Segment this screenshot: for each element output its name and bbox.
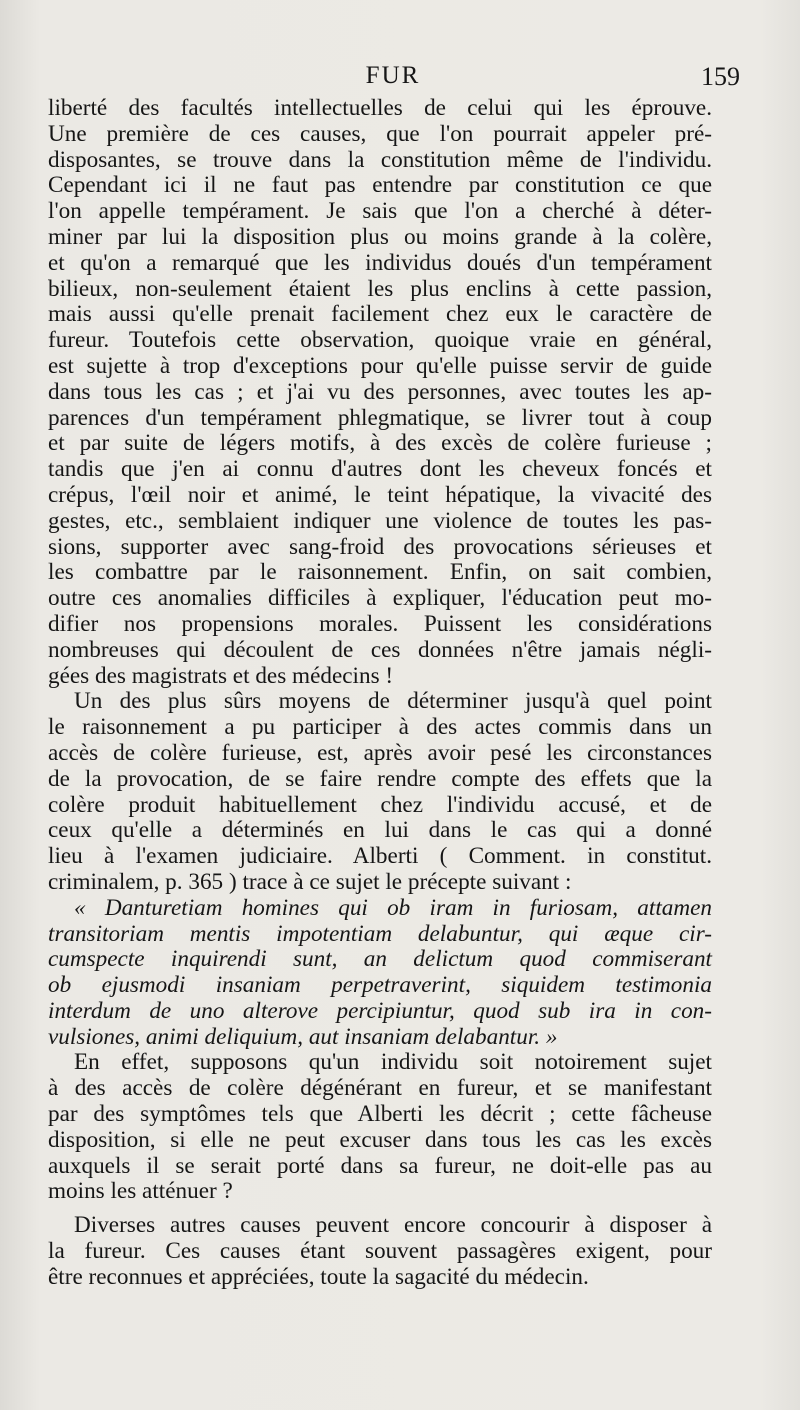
text-line: tandis que j'en ai connu d'autres dont les cheveux foncés et [48, 456, 712, 483]
text-line: gestes, etc., semblaient indiquer une violence de toutes les pas- [48, 507, 712, 534]
text-line: difier nos propensions morales. Puissent les considérations [48, 610, 712, 637]
text-line: les combattre par le raisonnement. Enfin, on sait combien, [48, 559, 712, 586]
text-line: mais aussi qu'elle prenait facilement chez eux le caractère de [48, 301, 712, 328]
text-line: moins les atténuer ? [48, 1178, 233, 1205]
text-line: outre ces anomalies difficiles à expliquer, l'éducation peut mo- [48, 585, 712, 612]
text-line: dans tous les cas ; et j'ai vu des personnes, avec toutes les ap- [48, 378, 712, 405]
text-line: bilieux, non-seulement étaient les plus enclins à cette passion, [48, 275, 712, 302]
body-text [48, 96, 712, 1291]
text-line: criminalem, p. 365 ) trace à ce sujet le précepte suivant : [48, 868, 572, 895]
quotation-line: vulsiones, animi deliquium, aut insaniam delabantur. » [48, 1023, 558, 1050]
quotation-line: interdum de uno alterove percipiuntur, quod sub ira in con- [48, 997, 712, 1024]
quotation-line: « Danturetiam homines qui ob iram in furiosam, attamen [74, 894, 712, 921]
text-line: Diverses autres causes peuvent encore concourir à disposer à [74, 1212, 712, 1239]
text-line: colère produit habituellement chez l'individu accusé, et de [48, 791, 712, 818]
text-line: fureur. Toutefois cette observation, quoique vraie en général, [48, 327, 712, 354]
text-line: crépus, l'œil noir et animé, le teint hépatique, la vivacité des [48, 481, 712, 508]
text-line: disposition, si elle ne peut excuser dans tous les cas les excès [48, 1126, 712, 1153]
text-line: miner par lui la disposition plus ou moins grande à la colère, [48, 223, 712, 250]
text-line: accès de colère furieuse, est, après avoir pesé les circonstances [48, 739, 712, 766]
text-line: et par suite de légers motifs, à des excès de colère furieuse ; [48, 430, 712, 457]
page-header [48, 62, 738, 98]
text-line: la fureur. Ces causes étant souvent passagères exigent, pour [48, 1238, 712, 1265]
quotation-line: ob ejusmodi insaniam perpetraverint, siquidem testimonia [48, 972, 712, 999]
text-line: et qu'on a remarqué que les individus doués d'un tempérament [48, 249, 712, 276]
text-line: liberté des facultés intellectuelles de celui qui les éprouve. [48, 95, 712, 121]
text-line: disposantes, se trouve dans la constitution même de l'individu. [48, 146, 712, 173]
quotation-line: cumspecte inquirendi sunt, an delictum quod commiserant [48, 946, 712, 973]
text-line: est sujette à trop d'exceptions pour qu'elle puisse servir de guide [48, 352, 712, 379]
text-line: lieu à l'examen judiciaire. Alberti ( Comment. in constitut. [48, 843, 712, 870]
text-line: nombreuses qui découlent de ces données n'être jamais négli- [48, 636, 712, 663]
running-title: FUR [365, 62, 421, 89]
text-line: auxquels il se serait porté dans sa fureur, ne doit-elle pas au [48, 1152, 712, 1179]
text-line: de la provocation, de se faire rendre compte des effets que la [48, 765, 712, 792]
text-line: Un des plus sûrs moyens de déterminer jusqu'à quel point [74, 688, 712, 715]
text-line: Une première de ces causes, que l'on pourrait appeler pré- [48, 120, 712, 147]
text-line: par des symptômes tels que Alberti les décrit ; cette fâcheuse [48, 1101, 712, 1128]
text-line: parences d'un tempérament phlegmatique, se livrer tout à coup [48, 404, 712, 431]
text-line: à des accès de colère dégénérant en fureur, et se manifestant [48, 1075, 712, 1102]
quotation-line: transitoriam mentis impotentiam delabuntur, qui æque cir- [48, 920, 712, 947]
text-line: En effet, supposons qu'un individu soit notoirement sujet [74, 1049, 712, 1076]
text-line: Cependant ici il ne faut pas entendre par constitution ce que [48, 172, 712, 199]
text-line: le raisonnement a pu participer à des actes commis dans un [48, 714, 712, 741]
text-line: l'on appelle tempérament. Je sais que l'on a cherché à déter- [48, 198, 712, 225]
page-number: 159 [701, 62, 740, 91]
text-line: ceux qu'elle a déterminés en lui dans le cas qui a donné [48, 817, 712, 844]
text-line: sions, supporter avec sang-froid des provocations sérieuses et [48, 533, 712, 560]
text-line: être reconnues et appréciées, toute la sagacité du médecin. [48, 1263, 589, 1290]
text-line: gées des magistrats et des médecins ! [48, 662, 394, 689]
